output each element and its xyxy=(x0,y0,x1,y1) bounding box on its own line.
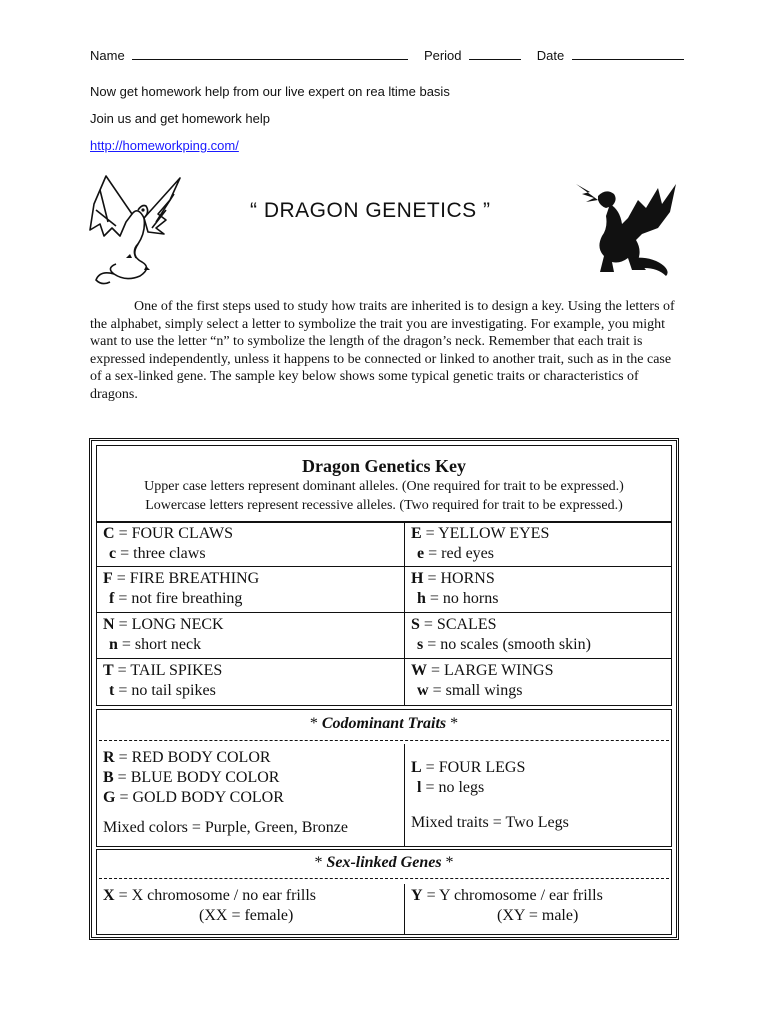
trait-cell: W = LARGE WINGS w = small wings xyxy=(411,662,554,699)
dragon-outline-icon xyxy=(86,170,186,290)
trait-cell: N = LONG NECK n = short neck xyxy=(97,613,405,658)
key-title: Dragon Genetics Key xyxy=(302,456,466,476)
worksheet-title: “ DRAGON GENETICS ” xyxy=(250,199,491,222)
intro-text: One of the first steps used to study how traits are inherited is to design a key. Using the letters of the alphabet, simply select a letter to symbolize the trait you are investigating. For example, you might want to use the letter “n” to symbolize the length of the dragon’s neck. Remember that each trait is expressed independently, unless it happens to be connected or linked to another trait, such as in the case of a sex-linked gene. The sample key below shows some typical genetic traits or characteristics of dragons. xyxy=(90,299,675,402)
y-chromosome-cell: Y = Y chromosome / ear frills (XY = male) xyxy=(411,887,603,924)
trait-cell: E = YELLOW EYES e = red eyes xyxy=(411,525,550,562)
fire-breathing-dragon-icon xyxy=(572,178,680,278)
name-field[interactable] xyxy=(132,47,408,60)
genetics-key-table xyxy=(89,438,679,940)
trait-cell: S = SCALES s = no scales (smooth skin) xyxy=(411,616,591,653)
date-label: Date xyxy=(536,48,565,63)
trait-row xyxy=(96,612,672,659)
sex-linked-section xyxy=(96,849,672,935)
trait-cell: C = FOUR CLAWS c = three claws xyxy=(97,522,405,566)
x-chromosome-cell: X = X chromosome / no ear frills (XX = female) xyxy=(97,884,405,934)
key-header xyxy=(96,445,672,523)
body-color-cell: R = RED BODY COLOR B = BLUE BODY COLOR G = GOLD BODY COLOR Mixed colors = Purple, Green, Bronze xyxy=(97,744,405,846)
sex-linked-title: * Sex-linked Genes * xyxy=(314,854,454,871)
legs-cell: L = FOUR LEGS l = no legs Mixed traits = Two Legs xyxy=(411,759,569,831)
name-label: Name xyxy=(90,48,125,63)
trait-row xyxy=(96,566,672,613)
upper-case-note: Upper case letters represent dominant alleles. (One required for trait to be expressed.) xyxy=(144,479,624,494)
trait-row xyxy=(96,658,672,706)
codominant-section xyxy=(96,709,672,847)
lower-case-note: Lowercase letters represent recessive alleles. (Two required for trait to be expressed.) xyxy=(145,498,623,513)
trait-cell: H = HORNS h = no horns xyxy=(411,570,499,607)
student-info-line xyxy=(90,47,680,63)
intro-paragraph xyxy=(90,298,680,404)
period-label: Period xyxy=(423,48,462,63)
promo-line-2: Join us and get homework help xyxy=(90,111,270,126)
trait-cell: F = FIRE BREATHING f = not fire breathing xyxy=(97,567,405,612)
trait-row xyxy=(96,521,672,567)
promo-line-1: Now get homework help from our live expert on rea ltime basis xyxy=(90,84,450,99)
period-field[interactable] xyxy=(469,47,521,60)
homework-link[interactable]: http://homeworkping.com/ xyxy=(90,138,239,153)
date-field[interactable] xyxy=(572,47,684,60)
trait-cell: T = TAIL SPIKES t = no tail spikes xyxy=(97,659,405,705)
codominant-title: * Codominant Traits * xyxy=(309,715,459,732)
